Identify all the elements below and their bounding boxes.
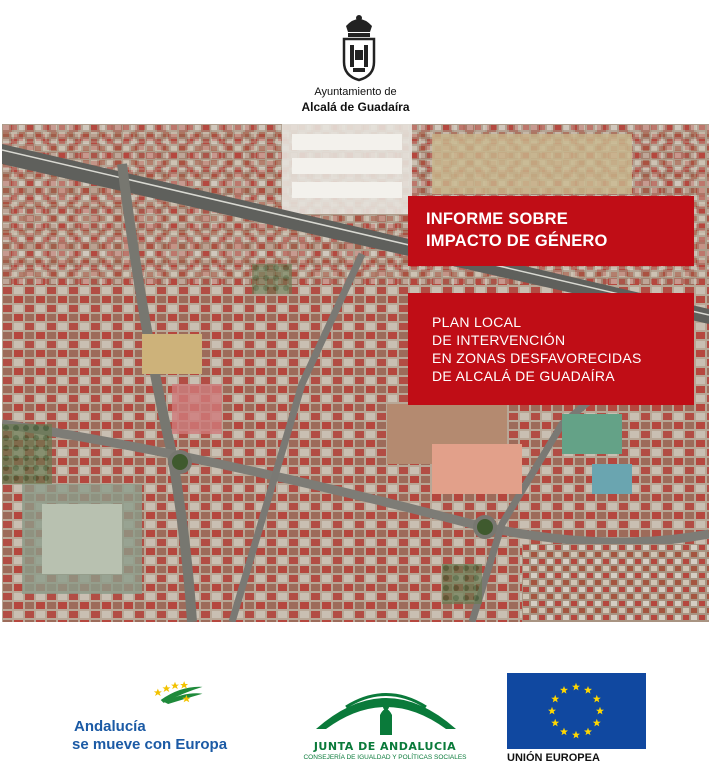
plan-title-banner [408, 293, 694, 405]
plan-title-line1: PLAN LOCAL [432, 314, 522, 330]
junta-line1: JUNTA DE ANDALUCIA [313, 740, 457, 753]
plan-title-line3: EN ZONAS DESFAVORECIDAS [432, 350, 642, 366]
report-title-line2: IMPACTO DE GÉNERO [426, 232, 608, 250]
report-title-line1: INFORME SOBRE [426, 210, 568, 228]
eu-star-icon [584, 686, 592, 694]
andalucia-stars-icon [70, 680, 240, 720]
plan-title-line4: DE ALCALÁ DE GUADAÍRA [432, 368, 615, 384]
header [0, 0, 711, 124]
eu-star-icon [584, 728, 592, 736]
eu-star-icon [560, 728, 568, 736]
header-line1: Ayuntamiento de [314, 86, 397, 98]
report-title-banner [408, 196, 694, 266]
header-line2: Alcalá de Guadaíra [301, 100, 410, 114]
eu-star-icon [548, 707, 556, 715]
eu-star-icon [593, 695, 601, 703]
andalucia-line2: se mueve con Europa [72, 736, 228, 753]
eu-star-icon [596, 707, 604, 715]
andalucia-line1: Andalucía [74, 718, 146, 735]
plan-title-line2: DE INTERVENCIÓN [432, 332, 566, 348]
eu-star-icon [551, 719, 559, 727]
junta-arch-icon [296, 676, 476, 738]
eu-label: UNIÓN EUROPEA [507, 752, 600, 764]
eu-star-icon [572, 731, 580, 739]
eu-flag-icon [507, 673, 646, 749]
eu-star-icon [560, 686, 568, 694]
eu-star-icon [572, 683, 580, 691]
eu-star-icon [551, 695, 559, 703]
junta-line2: CONSEJERÍA DE IGUALDAD Y POLÍTICAS SOCIALES [303, 754, 467, 761]
eu-star-icon [593, 719, 601, 727]
eu-stars-icon [507, 673, 646, 749]
coat-of-arms-icon [338, 12, 380, 82]
